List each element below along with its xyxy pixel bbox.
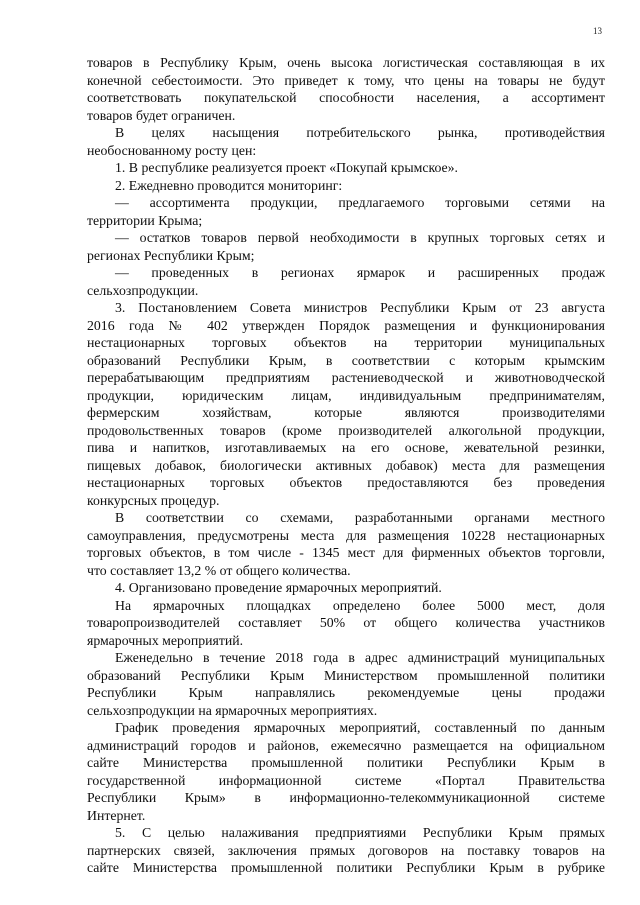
text-line: — проведенных в регионах ярмарок и расширенных продаж [115,265,605,280]
text-line: В соответствии со схемами, разработанными органами местного [115,510,605,525]
text-line: самоуправления, предусмотрены места для размещения 10228 нестационарных [87,527,605,543]
text-line: товаров в Республику Крым, очень высока логистическая составляющая в их [87,55,605,70]
text-line: График проведения ярмарочных мероприятий, составленный по данным [115,720,605,735]
text-line: На ярмарочных площадках определено более 5000 мест, доля [115,597,605,613]
text-line: продовольственных товаров (кроме производителей алкогольной продукции, [87,422,605,438]
text-line: Интернет. [87,807,146,823]
text-line: образований Республики Крым Министерством промышленной политики [87,667,605,683]
text-line: государственной информационной системе «Портал Правительства [87,772,605,788]
body-text [87,54,605,877]
text-line: 5. С целью налаживания предприятиями Республики Крым прямых [115,825,605,840]
text-line: 2016 года № 402 утвержден Порядок размещения и функционирования [87,317,605,333]
text-line: сельхозпродукции. [87,282,199,298]
text-line: сельхозпродукции на ярмарочных мероприятиях. [87,702,378,718]
text-line: администраций городов и районов, ежемесячно размещается на официальном [87,737,605,753]
text-line: Еженедельно в течение 2018 года в адрес администраций муниципальных [115,650,605,665]
page-number: 13 [593,26,602,36]
text-line: 4. Организовано проведение ярмарочных мероприятий. [115,580,442,595]
text-line: что составляет 13,2 % от общего количества. [87,562,351,578]
text-line: конкурсных процедур. [87,492,220,508]
text-line: товаров будет ограничен. [87,107,236,123]
text-line: продукции, юридическим лицам, индивидуальным предпринимателям, [87,387,605,403]
text-line: Республики Крым направлялись рекомендуемые цены продажи [87,685,605,700]
text-line: регионах Республики Крым; [87,247,255,263]
text-line: 2. Ежедневно проводится мониторинг: [115,177,343,193]
text-line: — ассортимента продукции, предлагаемого торговыми сетями на [115,195,605,210]
text-line: сайте Министерства промышленной политики Республики Крым в рубрике [87,860,605,875]
text-line: перерабатывающим предприятиям растениеводческой и животноводческой [87,370,605,385]
text-line: нестационарных торговых объектов предоставляются без проведения [87,475,605,490]
text-line: 3. Постановлением Совета министров Республики Крым от 23 августа [115,300,605,315]
text-line: необоснованному росту цен: [87,142,257,158]
text-line: территории Крыма; [87,212,203,228]
text-line: конечной себестоимости. Это приведет к тому, что цены на товары не будут [87,72,605,88]
text-line: партнерских связей, заключения прямых договоров на поставку товаров на [87,842,605,858]
text-line: товаропроизводителей составляет 50% от общего количества участников [87,615,605,630]
text-line: ярмарочных мероприятий. [87,632,244,648]
text-line: сайте Министерства промышленной политики Республики Крым в [87,755,605,770]
text-line: образований Республики Крым, в соответствии с которым крымским [87,352,605,368]
text-line: — остатков товаров первой необходимости в крупных торговых сетях и [115,230,605,245]
text-line: 1. В республике реализуется проект «Покупай крымское». [115,160,458,175]
text-line: пива и напитков, изготавливаемых на его основе, жевательной резинки, [87,440,605,455]
text-line: фермерским хозяйствам, которые являются производителями [87,405,605,420]
text-line: Республики Крым» в информационно-телекоммуникационной системе [87,790,605,805]
text-line: торговых объектов, в том числе - 1345 мест для фирменных объектов торговли, [87,545,605,560]
text-line: пищевых добавок, биологически активных добавок) места для размещения [87,457,605,473]
text-line: нестационарных торговых объектов на территории муниципальных [87,335,605,350]
text-line: соответствовать покупательской способности населения, а ассортимент [87,90,605,105]
text-line: В целях насыщения потребительского рынка, противодействия [115,125,605,140]
